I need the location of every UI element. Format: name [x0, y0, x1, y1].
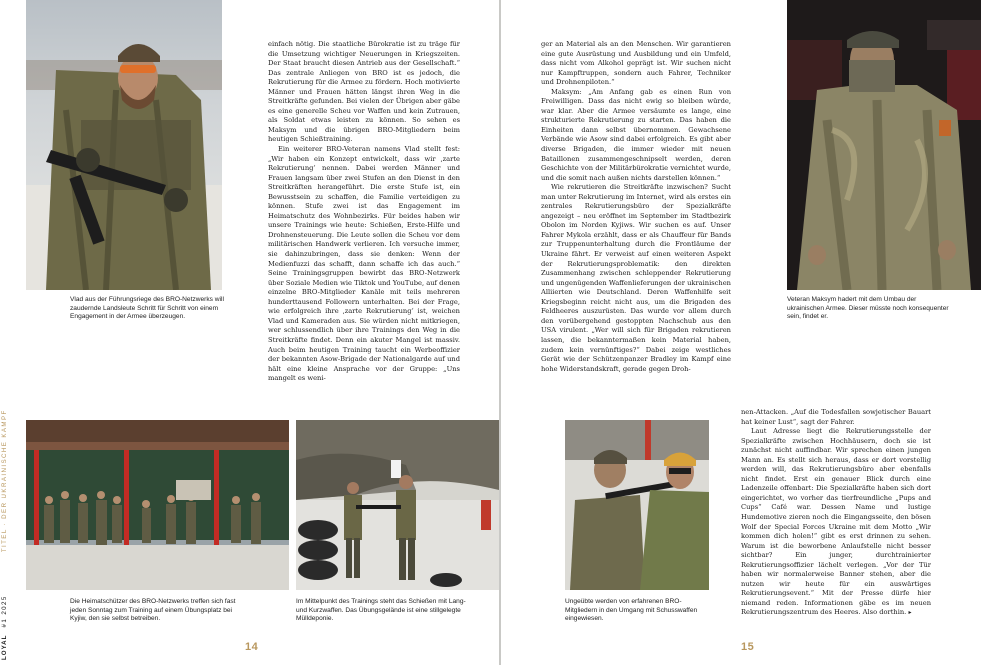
paragraph: Wie rekrutieren die Streitkräfte inzwischen? Sucht man unter Rekrutierung im Internet, wird als erstes ein zentrales Rekrutierungsbüro der Spezialkräfte angezeigt – neu eröffnet im September im Stadtbezirk Obolon im Norden Kyjiws. Wir suchen es auf. Unser Fahrer Mykola erzählt, dass er als Chauffeur für Bands zur Truppenunterhaltung durch die Frontläume der Ukraine fährt. Er verweist auf einen weiteren Aspekt der Rekrutierungsproblematik: den direkten Zusammenhang zwischen schleppender Rekrutierung und ungenügenden Waffenlieferungen der ukrainischen Alliierten wie Deutschland. Deren Waffenhilfe seit Kriegsbeginn reicht nicht aus, um die Brigaden des Feldheeres auszurüsten. Das wurde vor allem durch den vorübergehend gestoppten Nachschub aus den USA virulent. „Wer will sich für Brigaden rekrutieren lassen, die bekanntermaßen kein Material haben, zudem kein vernünftiges?“ Dabei zeige westliches Gerät wie der Schützenpanzer Bradley im Kampf eine hohe Widerstandskraft, gerade gegen Droh- — [541, 183, 731, 373]
magazine-issue: #1 2025 — [1, 595, 8, 628]
paragraph: einfach nötig. Die staatliche Bürokratie ist zu träge für die Umsetzung wichtiger Neuerungen in Kriegszeiten. Der Staat braucht diesen Antrieb aus der Gesellschaft.“ Das zentrale Anliegen von BRO ist es jedoch, die Rekrutierung für die Armee zu fördern. Hoch motivierte Männer und Frauen hätten längst ihren Weg in die Streitkräfte gefunden. Bei vielen der Übrigen aber gäbe es eine generelle Scheu vor Waffen und kein Zutrauen, als Soldat etwas leisten zu können. So sehen es Maksym und die übrigen BRO-Mitgliedern beim heutigen Schießtraining. — [268, 40, 460, 144]
page-number-left: 14 — [245, 641, 259, 653]
caption-vlad: Vlad aus der Führungsriege des BRO-Netzwerks will zaudernde Landsleute Schritt für Schritt von einem Engagement in der Armee überzeugen. — [70, 296, 224, 321]
paragraph: Laut Adresse liegt die Rekrutierungsstelle der Spezialkräfte zwischen Hochhäusern, doch sie ist zunächst nicht auffindbar. Wir sprechen einen jungen Mann an. Es stellt sich heraus, dass er dort vorstellig werden will, das Rekrutierungsbüro aber ebenfalls nicht findet. Erst ein genauer Blick durch eine Ladenzeile offenbart: Die Spezialkräfte haben sich dort eingerichtet, wo vorher das tierfreundliche „Pups and Cups“ Café war. Dessen Name und lustige Hundemotive zieren noch die Eingangsseite, den bösen Wolf der Special Forces Ukraine mit dem Motto „Wir kommen dich holen!“ gibt es erst drinnen zu sehen. Warum ist die beworbene Anlaufstelle nicht besser sichtbar? Ein junger, durchtrainierter Rekrutierungsoffizier lächelt verlegen. „Vor der Tür haben wir normalerweise Banner stehen, aber die nutzen wir heute für ein auswärtiges Rekrutierungsevent.“ Mit der Presse dürfe hier niemand reden. Informationen gäbe es im neuen Rekrutierungszentrum des Heeres. Also dorthin. ▸ — [741, 427, 931, 617]
left-page — [0, 0, 499, 665]
paragraph: Ein weiterer BRO-Veteran namens Vlad stellt fest: „Wir haben ein Konzept entwickelt, dass wir ‚zarte Rekrutierung‘ nennen. Dabei werden Männer und Frauen langsam über zwei Stufen an den Dienst in den Streitkräften herangeführt. Die erste Stufe ist, ein Bewusstsein zu schaffen, die Familie verteidigen zu können. Stufe zwei ist das Engagement im Heimatschutz des Wohnbezirks. Für beides haben wir unsere Trainings wie heute: Schießen, Erste-Hilfe und Drohnensteuerung. Die Leute sollen die Scheu vor dem militärischen Handwerk verlieren. Ich versuche immer, sie dahinzubringen, dass sie denken: Wenn der Medienfuzzi das schafft, dann schaffe ich das auch.“ Seine Trainingsgruppen bewirbt das BRO-Netzwerk über Soziale Medien wie Tiktok und YouTube, auf denen einzelne BRO-Mitglieder Kanäle mit teils mehreren hunderttausend Followern unterhalten. Bei der Frage, wie erfolgreich ihre ‚zarte Rekrutierung‘ ist, weichen Vlad und Kameraden aus. Sie würden nicht mitkriegen, wer schlussendlich über ihre Trainings den Weg in die Streitkräfte findet. Denn ein akuter Mangel ist massiv. Auch beim heutigen Training taucht ein Werbeoffizier der bekannten Asow-Brigade der Nationalgarde auf und hält eine kleine Ansprache vor der Gruppe: „Uns mangelt es weni- — [268, 145, 460, 383]
photo-maksym — [787, 0, 981, 290]
magazine-brand: LOYAL — [1, 634, 8, 660]
caption-landfill-training: Im Mittelpunkt des Trainings steht das Schießen mit Lang- und Kurzwaffen. Das Übungsgelände ist eine stillgelegte Mülldeponie. — [296, 598, 466, 623]
caption-maksym: Veteran Maksym hadert mit dem Umbau der ukrainischen Armee. Dieser müsste noch konsequenter sein, findet er. — [787, 296, 949, 321]
photo-landfill-training — [296, 420, 499, 590]
right-text-column-bottom — [741, 408, 931, 618]
left-text-column — [268, 40, 460, 384]
paragraph: ger an Material als an den Menschen. Wir garantieren eine gute Ausrüstung und Ausbildung und ein Umfeld, dass nicht vom Alkohol geprägt ist. Wir suchen nicht nur Kampftruppen, sondern auch Fahrer, Techniker und Drohnenpiloten.“ — [541, 40, 731, 87]
section-prefix: TITEL — [1, 528, 8, 553]
photo-vlad — [26, 0, 222, 290]
photo-range-shelter — [26, 420, 289, 590]
page-number-right: 15 — [741, 641, 755, 653]
photo-instructor — [565, 420, 709, 590]
caption-range-shelter: Die Heimatschützer des BRO-Netzwerks treffen sich fast jeden Sonntag zum Training auf einem Übungsplatz bei Kyjiw, den sie selbst betreiben. — [70, 598, 236, 623]
right-text-column-top — [541, 40, 731, 374]
paragraph: nen-Attacken. „Auf die Todesfallen sowjetischer Bauart hat keiner Lust“, sagt der Fahrer. — [741, 408, 931, 426]
continue-arrow-icon: ▸ — [908, 609, 912, 617]
paragraph: Maksym: „Am Anfang gab es einen Run von Freiwilligen. Dass das nicht ewig so bleiben würde, war klar. Aber die Armee versäumte es lange, eine strukturierte Rekrutierung zu starten. Das haben die Einheiten dann selbst übernommen. Gewachsene Verbände wie Asow sind dabei erfolgreich. Es gibt aber diverse Brigaden, die immer wieder mit neuen Bataillonen zusammengeschnipselt werden, deren Geschichte von der Militärbürokratie vernichtet wurde, und die somit nach außen nichts darstellen können.“ — [541, 87, 731, 182]
caption-instructor: Ungeübte werden von erfahrenen BRO-Mitgliedern in den Umgang mit Schusswaffen eingewiesen. — [565, 598, 698, 623]
section-runner: LOYAL #1 2025 TITEL · DER UKRAINISCHE KAMPF — [1, 409, 8, 660]
section-title: DER UKRAINISCHE KAMPF — [1, 409, 8, 519]
right-page — [501, 0, 1000, 665]
